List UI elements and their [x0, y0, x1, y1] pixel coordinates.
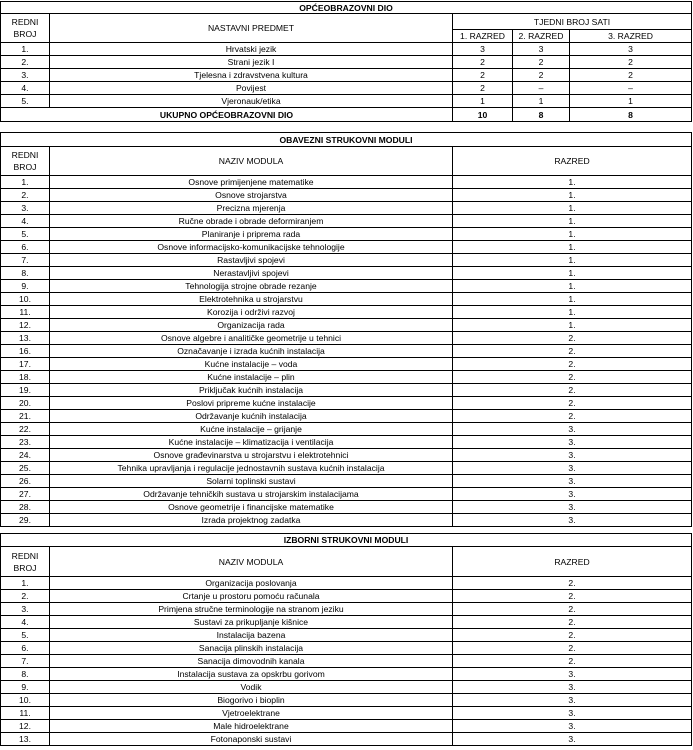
row-number: 5. — [1, 95, 50, 108]
module-name: Priključak kućnih instalacija — [50, 384, 453, 397]
table-row — [1, 577, 692, 590]
header-subject: NASTAVNI PREDMET — [50, 14, 453, 43]
module-year: 3. — [453, 423, 692, 436]
row-number: 1. — [1, 577, 50, 590]
module-name: Osnove strojarstva — [50, 189, 453, 202]
row-number: 3. — [1, 69, 50, 82]
table-row — [1, 603, 692, 616]
module-year: 3. — [453, 668, 692, 681]
row-number: 5. — [1, 228, 50, 241]
total-row — [1, 108, 692, 122]
row-number: 9. — [1, 280, 50, 293]
module-name: Osnove informacijsko-komunikacijske tehnologije — [50, 241, 453, 254]
hours-year-2: 3 — [513, 43, 570, 56]
module-name: Kućne instalacije – voda — [50, 358, 453, 371]
module-year: 3. — [453, 449, 692, 462]
row-number: 22. — [1, 423, 50, 436]
module-year: 3. — [453, 488, 692, 501]
table-row — [1, 176, 692, 189]
elective-section-title: IZBORNI STRUKOVNI MODULI — [1, 534, 692, 547]
module-name: Označavanje i izrada kućnih instalacija — [50, 345, 453, 358]
module-year: 1. — [453, 254, 692, 267]
module-year: 3. — [453, 694, 692, 707]
module-year: 3. — [453, 707, 692, 720]
subject-name: Povijest — [50, 82, 453, 95]
module-name: Vodik — [50, 681, 453, 694]
row-number: 25. — [1, 462, 50, 475]
module-year: 1. — [453, 202, 692, 215]
hours-year-2: 1 — [513, 95, 570, 108]
module-year: 1. — [453, 280, 692, 293]
module-year: 2. — [453, 371, 692, 384]
module-name: Osnove algebre i analitičke geometrije u tehnici — [50, 332, 453, 345]
table-row — [1, 720, 692, 733]
module-name: Tehnologija strojne obrade rezanje — [50, 280, 453, 293]
module-name: Rastavljivi spojevi — [50, 254, 453, 267]
table-row — [1, 629, 692, 642]
module-year: 1. — [453, 215, 692, 228]
row-number: 12. — [1, 319, 50, 332]
module-name: Osnove primijenjene matematike — [50, 176, 453, 189]
row-number: 13. — [1, 733, 50, 746]
module-name: Ručne obrade i obrade deformiranjem — [50, 215, 453, 228]
table-row — [1, 423, 692, 436]
hours-year-1: 2 — [453, 56, 513, 69]
row-number: 19. — [1, 384, 50, 397]
table-row — [1, 501, 692, 514]
module-name: Sustavi za prikupljanje kišnice — [50, 616, 453, 629]
row-number: 2. — [1, 189, 50, 202]
hours-year-3: 3 — [570, 43, 692, 56]
module-year: 3. — [453, 733, 692, 746]
module-year: 2. — [453, 590, 692, 603]
module-year: 3. — [453, 681, 692, 694]
module-name: Solarni toplinski sustavi — [50, 475, 453, 488]
row-number: 7. — [1, 254, 50, 267]
table-row — [1, 241, 692, 254]
module-year: 1. — [453, 176, 692, 189]
header-year-2: 2. RAZRED — [513, 30, 570, 43]
table-row — [1, 694, 692, 707]
general-education-table — [0, 1, 692, 122]
hours-year-1: 2 — [453, 82, 513, 95]
module-name: Organizacija poslovanja — [50, 577, 453, 590]
module-year: 1. — [453, 319, 692, 332]
table-row — [1, 189, 692, 202]
row-number: 26. — [1, 475, 50, 488]
row-number: 11. — [1, 306, 50, 319]
module-year: 2. — [453, 655, 692, 668]
module-year: 2. — [453, 358, 692, 371]
module-year: 2. — [453, 345, 692, 358]
row-number: 10. — [1, 293, 50, 306]
table-row — [1, 56, 692, 69]
table-row — [1, 306, 692, 319]
module-year: 3. — [453, 720, 692, 733]
hours-year-1: 1 — [453, 95, 513, 108]
total-year-1: 10 — [453, 108, 513, 122]
module-year: 3. — [453, 501, 692, 514]
module-name: Izrada projektnog zadatka — [50, 514, 453, 527]
module-name: Primjena stručne terminologije na stranom jeziku — [50, 603, 453, 616]
module-name: Fotonaponski sustavi — [50, 733, 453, 746]
module-name: Osnove geometrije i financijske matematike — [50, 501, 453, 514]
hours-year-3: – — [570, 82, 692, 95]
table-row — [1, 371, 692, 384]
table-row — [1, 332, 692, 345]
row-number: 17. — [1, 358, 50, 371]
hours-year-3: 2 — [570, 56, 692, 69]
subject-name: Tjelesna i zdravstvena kultura — [50, 69, 453, 82]
elective-modules-table — [0, 533, 692, 746]
row-number: 4. — [1, 616, 50, 629]
row-number: 2. — [1, 56, 50, 69]
module-year: 3. — [453, 514, 692, 527]
module-name: Tehnika upravljanja i regulacije jednostavnih sustava kućnih instalacija — [50, 462, 453, 475]
module-name: Sanacija plinskih instalacija — [50, 642, 453, 655]
general-section-title: OPĆEOBRAZOVNI DIO — [1, 2, 692, 14]
table-row — [1, 254, 692, 267]
module-name: Osnove građevinarstva u strojarstvu i elektrotehnici — [50, 449, 453, 462]
row-number: 3. — [1, 202, 50, 215]
module-name: Organizacija rada — [50, 319, 453, 332]
module-name: Poslovi pripreme kućne instalacije — [50, 397, 453, 410]
module-name: Održavanje tehničkih sustava u strojarskim instalacijama — [50, 488, 453, 501]
table-row — [1, 267, 692, 280]
row-number: 23. — [1, 436, 50, 449]
header-year: RAZRED — [453, 147, 692, 176]
total-year-2: 8 — [513, 108, 570, 122]
module-year: 2. — [453, 577, 692, 590]
row-number: 7. — [1, 655, 50, 668]
row-number: 3. — [1, 603, 50, 616]
module-year: 3. — [453, 475, 692, 488]
module-name: Biogorivo i bioplin — [50, 694, 453, 707]
table-row — [1, 449, 692, 462]
table-row — [1, 410, 692, 423]
mandatory-modules-table — [0, 132, 692, 527]
table-row — [1, 345, 692, 358]
row-number: 24. — [1, 449, 50, 462]
module-name: Planiranje i priprema rada — [50, 228, 453, 241]
table-row — [1, 397, 692, 410]
table-row — [1, 384, 692, 397]
module-name: Sanacija dimovodnih kanala — [50, 655, 453, 668]
header-year: RAZRED — [453, 547, 692, 577]
row-number: 6. — [1, 642, 50, 655]
row-number: 21. — [1, 410, 50, 423]
module-year: 2. — [453, 603, 692, 616]
module-year: 2. — [453, 616, 692, 629]
header-num: REDNI BROJ — [1, 547, 50, 577]
row-number: 4. — [1, 215, 50, 228]
module-year: 3. — [453, 462, 692, 475]
table-row — [1, 488, 692, 501]
module-name: Nerastavljivi spojevi — [50, 267, 453, 280]
hours-year-1: 2 — [453, 69, 513, 82]
table-row — [1, 436, 692, 449]
row-number: 18. — [1, 371, 50, 384]
row-number: 20. — [1, 397, 50, 410]
total-label: UKUPNO OPĆEOBRAZOVNI DIO — [1, 108, 453, 122]
module-year: 1. — [453, 306, 692, 319]
row-number: 4. — [1, 82, 50, 95]
header-weekly-hours: TJEDNI BROJ SATI — [453, 14, 692, 30]
row-number: 1. — [1, 176, 50, 189]
module-name: Kućne instalacije – klimatizacija i ventilacija — [50, 436, 453, 449]
table-row — [1, 616, 692, 629]
table-row — [1, 668, 692, 681]
module-name: Instalacija bazena — [50, 629, 453, 642]
module-year: 2. — [453, 642, 692, 655]
table-row — [1, 655, 692, 668]
hours-year-3: 2 — [570, 69, 692, 82]
subject-name: Hrvatski jezik — [50, 43, 453, 56]
module-name: Instalacija sustava za opskrbu gorivom — [50, 668, 453, 681]
row-number: 8. — [1, 267, 50, 280]
header-year-3: 3. RAZRED — [570, 30, 692, 43]
table-row — [1, 358, 692, 371]
module-year: 2. — [453, 332, 692, 345]
table-row — [1, 82, 692, 95]
table-row — [1, 462, 692, 475]
module-name: Održavanje kućnih instalacija — [50, 410, 453, 423]
table-row — [1, 319, 692, 332]
module-name: Korozija i održivi razvoj — [50, 306, 453, 319]
table-row — [1, 642, 692, 655]
row-number: 13. — [1, 332, 50, 345]
table-row — [1, 475, 692, 488]
mandatory-section-title: OBAVEZNI STRUKOVNI MODULI — [1, 133, 692, 147]
row-number: 11. — [1, 707, 50, 720]
module-name: Kućne instalacije – grijanje — [50, 423, 453, 436]
header-module: NAZIV MODULA — [50, 147, 453, 176]
row-number: 28. — [1, 501, 50, 514]
module-year: 2. — [453, 384, 692, 397]
module-name: Precizna mjerenja — [50, 202, 453, 215]
module-year: 2. — [453, 397, 692, 410]
row-number: 5. — [1, 629, 50, 642]
row-number: 12. — [1, 720, 50, 733]
row-number: 9. — [1, 681, 50, 694]
module-year: 2. — [453, 629, 692, 642]
header-year-1: 1. RAZRED — [453, 30, 513, 43]
row-number: 27. — [1, 488, 50, 501]
table-row — [1, 215, 692, 228]
row-number: 2. — [1, 590, 50, 603]
module-name: Kućne instalacije – plin — [50, 371, 453, 384]
module-year: 1. — [453, 189, 692, 202]
hours-year-3: 1 — [570, 95, 692, 108]
header-num: REDNI BROJ — [1, 147, 50, 176]
table-row — [1, 69, 692, 82]
table-row — [1, 514, 692, 527]
subject-name: Vjeronauk/etika — [50, 95, 453, 108]
hours-year-2: – — [513, 82, 570, 95]
row-number: 16. — [1, 345, 50, 358]
module-year: 3. — [453, 436, 692, 449]
table-row — [1, 202, 692, 215]
module-year: 1. — [453, 228, 692, 241]
header-num: REDNI BROJ — [1, 14, 50, 43]
hours-year-2: 2 — [513, 56, 570, 69]
hours-year-2: 2 — [513, 69, 570, 82]
subject-name: Strani jezik I — [50, 56, 453, 69]
module-name: Crtanje u prostoru pomoću računala — [50, 590, 453, 603]
row-number: 10. — [1, 694, 50, 707]
module-year: 2. — [453, 410, 692, 423]
row-number: 1. — [1, 43, 50, 56]
module-name: Vjetroelektrane — [50, 707, 453, 720]
module-year: 1. — [453, 293, 692, 306]
module-year: 1. — [453, 241, 692, 254]
table-row — [1, 228, 692, 241]
module-name: Male hidroelektrane — [50, 720, 453, 733]
row-number: 6. — [1, 241, 50, 254]
row-number: 29. — [1, 514, 50, 527]
total-year-3: 8 — [570, 108, 692, 122]
table-row — [1, 293, 692, 306]
table-row — [1, 280, 692, 293]
table-row — [1, 707, 692, 720]
table-row — [1, 95, 692, 108]
module-year: 1. — [453, 267, 692, 280]
hours-year-1: 3 — [453, 43, 513, 56]
table-row — [1, 590, 692, 603]
module-name: Elektrotehnika u strojarstvu — [50, 293, 453, 306]
row-number: 8. — [1, 668, 50, 681]
table-row — [1, 681, 692, 694]
table-row — [1, 733, 692, 746]
header-module: NAZIV MODULA — [50, 547, 453, 577]
table-row — [1, 43, 692, 56]
